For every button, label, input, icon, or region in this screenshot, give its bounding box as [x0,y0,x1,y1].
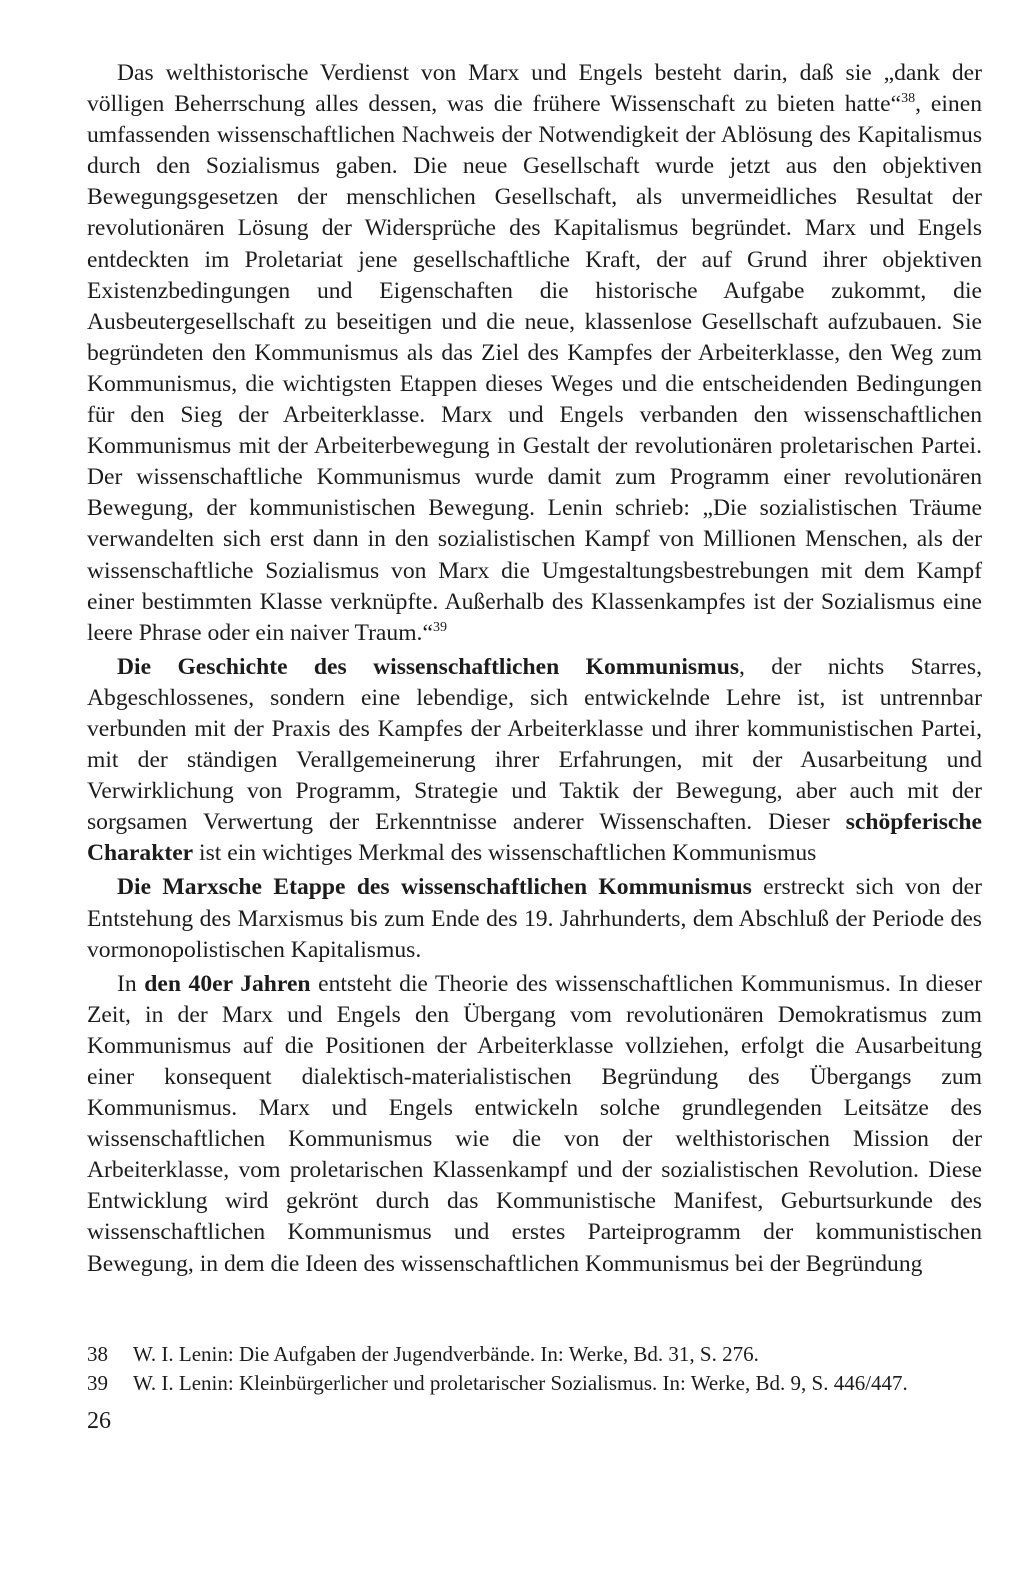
footnotes [87,1340,982,1398]
paragraph-3-text-a: erstreckt sich von der Entstehung des Marxismus bis zum Ende des 19. Jahrhunderts, dem Abschluß der Periode des vormonopolistischen Kapitalismus. [87,874,982,963]
footnote-text: W. I. Lenin: Die Aufgaben der Jugendverbände. In: Werke, Bd. 31, S. 276. [133,1342,759,1366]
paragraph-2-text-b: ist ein wichtiges Merkmal des wissenschaftlichen Kommunismus [193,840,817,867]
footnote-number: 38 [87,1342,108,1366]
paragraph-4-bold-1: den 40er Jahren [144,970,311,997]
footnote-ref-39: 39 [432,619,447,635]
paragraph-4-text-a: In [117,970,145,997]
page-body [87,58,982,1280]
footnote-38 [87,1340,982,1369]
footnote-ref-38: 38 [901,91,916,107]
paragraph-2-bold-2: schöpferische Charakter [87,809,982,867]
page-number: 26 [87,1408,111,1434]
paragraph-1-text-a: Das welthistorische Verdienst von Marx und Engels besteht darin, daß sie „dank der völligen Beherrschung alles dessen, was die frühere Wissenschaft zu bieten hatte“ [87,60,982,118]
paragraph-1 [87,58,982,649]
paragraph-2 [87,652,982,870]
footnote-number: 39 [87,1371,108,1395]
paragraph-3 [87,872,982,965]
paragraph-2-text-a: , der nichts Starres, Abgeschlossenes, sondern eine lebendige, sich entwickelnde Lehre ist, ist untrennbar verbunden mit der Praxis des Kampfes der Arbeiterklasse und ihrer kommunistischen Partei, mit der ständigen Verallgemeinerung ihrer Erfahrungen, mit der Ausarbeitung und Verwirklichung von Programm, Strategie und Taktik der Bewegung, aber auch mit der sorgsamen Verwertung der Erkenntnisse anderer Wissenschaften. Dieser [87,653,982,836]
paragraph-1-text-b: , einen umfassenden wissenschaftlichen Nachweis der Notwendigkeit der Ablösung des Kapitalismus durch den Sozialismus gaben. Die neue Gesellschaft wurde jetzt aus den objektiven Bewegungsgesetzen der menschlichen Gesellschaft, als unvermeidliches Resultat der revolutionären Lösung der Widersprüche des Kapitalismus begründet. Marx und Engels entdeckten im Proletariat jene gesellschaftliche Kraft, der auf Grund ihrer objektiven Existenzbedingungen und Eigenschaften die historische Aufgabe zukommt, die Ausbeutergesellschaft zu beseitigen und die neue, klassenlose Gesellschaft aufzubauen. Sie begründeten den Kommunismus als das Ziel des Kampfes der Arbeiterklasse, den Weg zum Kommunismus, die wichtigsten Etappen dieses Weges und die entscheidenden Bedingungen für den Sieg der Arbeiterklasse. Marx und Engels verbanden den wissenschaftlichen Kommunismus mit der Arbeiterbewegung in Gestalt der revolutionären proletarischen Partei. Der wissenschaftliche Kommunismus wurde damit zum Programm einer revolutionären Bewegung, der kommunistischen Bewegung. Lenin schrieb: „Die sozialistischen Träume verwandelten sich erst dann in den sozialistischen Kampf von Millionen Menschen, als der wissenschaftliche Sozialismus von Marx die Umgestaltungsbestrebungen mit dem Kampf einer bestimmten Klasse verknüpfte. Außerhalb des Klassenkampfes ist der Sozialismus eine leere Phrase oder ein naiver Traum.“ [87,91,982,646]
paragraph-2-bold-1: Die Geschichte des wissenschaftlichen Kommunismus [117,653,740,680]
paragraph-4-text-b: entsteht die Theorie des wissenschaftlichen Kommunismus. In dieser Zeit, in der Marx und Engels den Übergang vom revolutionären Demokratismus zum Kommunismus auf die Positionen der Arbeiterklasse vollziehen, erfolgt die Ausarbeitung einer konsequent dialektisch-materialistischen Begründung des Übergangs zum Kommunismus. Marx und Engels entwickeln solche grundlegenden Leitsätze des wissenschaftlichen Kommunismus wie die von der welthistorischen Mission der Arbeiterklasse, vom proletarischen Klassenkampf und der sozialistischen Revolution. Diese Entwicklung wird gekrönt durch das Kommunistische Manifest, Geburtsurkunde des wissenschaftlichen Kommunismus und erstes Parteiprogramm der kommunistischen Bewegung, in dem die Ideen des wissenschaftlichen Kommunismus bei der Begründung [87,970,982,1277]
paragraph-3-bold-1: Die Marxsche Etappe des wissenschaftlichen Kommunismus [117,874,752,901]
footnote-39 [87,1369,982,1398]
footnote-text: W. I. Lenin: Kleinbürgerlicher und proletarischer Sozialismus. In: Werke, Bd. 9, S. 446/447. [133,1371,908,1395]
paragraph-4 [87,969,982,1280]
